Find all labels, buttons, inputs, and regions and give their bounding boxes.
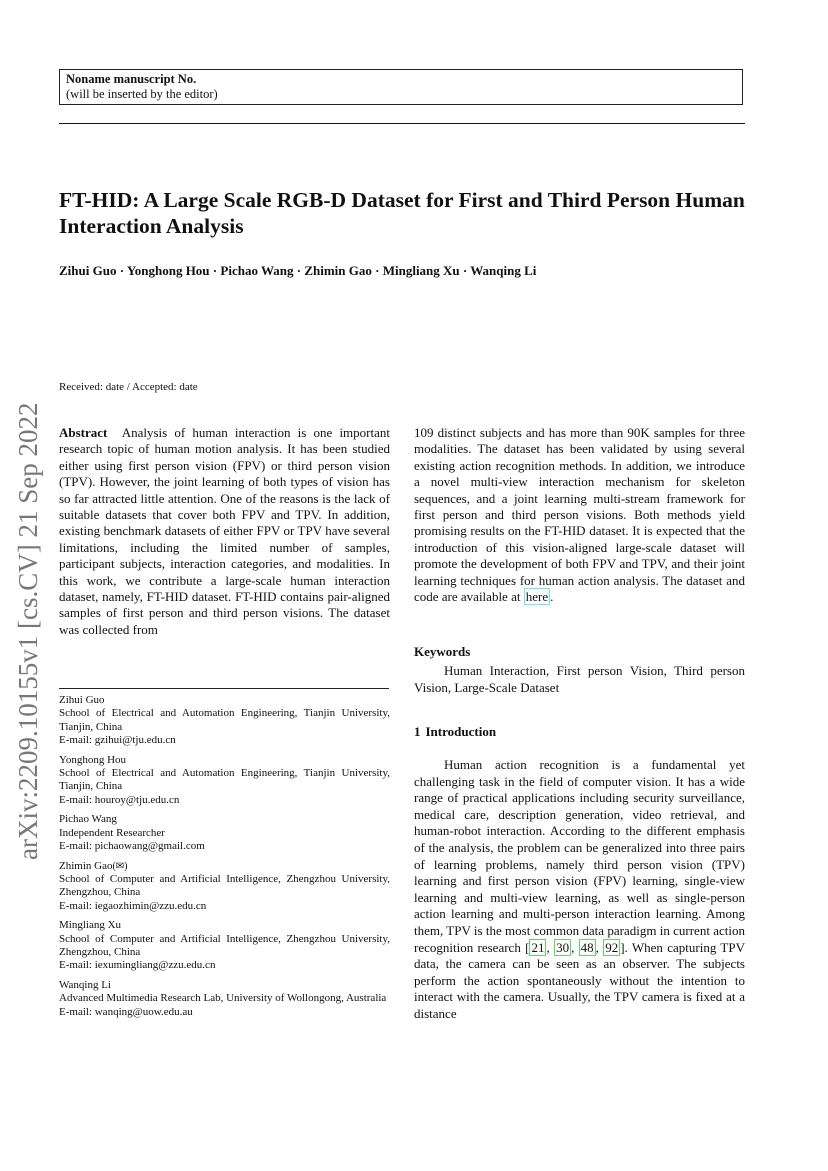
affiliation-entry — [59, 754, 390, 807]
affiliation-entry — [59, 919, 390, 972]
affiliation-entry — [59, 979, 390, 1019]
intro-text: Human action recognition is a fundamental yet challenging task in the field of computer vision. It has a wide range of practical applications including security surveillance, medical care, description generation, video retrieval, and human-robot interaction. According to the different emphasis of the analysis, the problem can be generalized into three pairs of learning problems, namely third person vision (TPV) learning and first person vision (FPV) learning, single-view learning and multi-view learning, as well as single-person action learning and multi-person interaction learning. Among them, TPV is the most common data paradigm in current action recognition research [ — [414, 757, 745, 955]
introduction-paragraph: Human action recognition is a fundamental yet challenging task in the field of computer vision. It has a wide range of practical applications including security surveillance, medical care, description generation, video retrieval, and human-robot interaction. According to the different emphasis of the analysis, the problem can be generalized into three pairs of learning problems, namely third person vision (TPV) learning and first person vision (FPV) learning, single-view learning and multi-view learning, as well as single-person action learning and multi-person interaction learning. Among them, TPV is the most common data paradigm in current action recognition research [ 21 , 30 , 48 , 92 ]. When capturing TPV data, the camera can be seen as an observer. The subjects perform the action spontaneously without the intention to interact with the camera. Usually, the TPV camera is fixed at a distance — [414, 757, 745, 1021]
editor-note-line: (will be inserted by the editor) — [66, 87, 218, 101]
author-name: Zhimin Gao — [304, 263, 372, 278]
affiliation-email: E-mail: iexumingliang@zzu.edu.cn — [59, 959, 216, 972]
affiliation-entry — [59, 694, 390, 747]
affiliation-address: Independent Researcher — [59, 826, 165, 839]
affiliation-name: Zhimin Gao — [59, 859, 113, 872]
affiliation-email: E-mail: pichaowang@gmail.com — [59, 839, 205, 852]
affiliation-email: E-mail: iegaozhimin@zzu.edu.cn — [59, 899, 207, 912]
dataset-link[interactable]: here — [525, 589, 549, 605]
citation-link[interactable]: 30 — [556, 939, 570, 955]
citation-link[interactable]: 92 — [605, 939, 619, 955]
affiliation-address: School of Computer and Artificial Intelligence, Zhengzhou University, Zhengzhou, China — [59, 932, 390, 959]
received-date: Received: date / Accepted: date — [59, 381, 198, 393]
footnote-rule — [59, 688, 389, 689]
affiliation-name: Pichao Wang — [59, 813, 117, 826]
author-name: Wanqing Li — [470, 263, 537, 278]
header-rule — [59, 123, 745, 124]
citation-link[interactable]: 48 — [580, 939, 594, 955]
affiliation-email: E-mail: wanqing@uow.edu.au — [59, 1005, 193, 1018]
abstract-right-column — [414, 425, 745, 605]
envelope-icon: (✉) — [112, 860, 128, 872]
affiliation-address: School of Electrical and Automation Engineering, Tianjin University, Tianjin, China — [59, 766, 390, 793]
affiliation-entry — [59, 813, 390, 853]
arxiv-identifier: arXiv:2209.10155v1 [cs.CV] 21 Sep 2022 — [13, 402, 43, 860]
affiliation-address: Advanced Multimedia Research Lab, University of Wollongong, Australia — [59, 992, 387, 1005]
keywords-text: Human Interaction, First person Vision, Third person Vision, Large-Scale Dataset — [414, 663, 745, 695]
affiliation-list — [59, 694, 390, 1026]
affiliation-entry — [59, 860, 390, 913]
affiliation-name: Wanqing Li — [59, 979, 111, 992]
affiliation-email: E-mail: gzihui@tju.edu.cn — [59, 733, 176, 746]
section-title: Introduction — [425, 724, 497, 739]
author-name: Mingliang Xu — [382, 263, 460, 278]
abstract-label: Abstract — [59, 425, 108, 440]
abstract-text-right: 109 distinct subjects and has more than 90K samples for three modalities. The dataset has been validated by using several existing action recognition methods. In addition, we introduce a novel multi-view interaction mechanism for skeleton sequences, and a joint learning multi-stream framework for first person and third person visions. Both methods yield promising results on the FT-HID dataset. It is expected that the introduction of this vision-aligned large-scale dataset will promote the development of both FPV and TPV, and their joint learning techniques for human action analysis. The dataset and code are available at — [414, 425, 745, 605]
abstract-left-column — [59, 425, 390, 638]
affiliation-address: School of Electrical and Automation Engineering, Tianjin University, Tianjin, China — [59, 707, 390, 733]
abstract-text-left: Analysis of human interaction is one important research topic of human motion analysis. It has been studied either using first person vision (FPV) or third person vision (TPV). However, the joint learning of both types of vision has so far attracted little attention. One of the reasons is the lack of suitable datasets that cover both FPV and TPV. In addition, existing benchmark datasets of either FPV or TPV have several limitations, including the limited number of samples, participant subjects, interaction categories, and modalities. In this work, we contribute a large-scale human interaction dataset, namely, FT-HID dataset. FT-HID contains pair-aligned samples of first person and third person visions. The dataset was collected from — [59, 425, 390, 637]
paper-title: FT-HID: A Large Scale RGB-D Dataset for First and Third Person Human Interaction Analysis — [59, 188, 745, 238]
affiliation-address: School of Computer and Artificial Intelligence, Zhengzhou University, Zhengzhou, China — [59, 873, 390, 899]
citation-link[interactable]: 21 — [531, 939, 545, 955]
author-list: Zihui Guo · Yonghong Hou · Pichao Wang · Zhimin Gao · Mingliang Xu · Wanqing Li — [59, 263, 537, 278]
affiliation-email: E-mail: houroy@tju.edu.cn — [59, 793, 180, 806]
author-name: Pichao Wang — [220, 263, 294, 278]
section-number: 1 — [414, 724, 421, 739]
author-name: Zihui Guo — [59, 263, 117, 278]
section-heading-introduction — [414, 724, 496, 740]
manuscript-number-line: Noname manuscript No. — [66, 72, 197, 86]
manuscript-note-box — [59, 69, 743, 105]
abstract-end-punct: . — [550, 589, 554, 605]
keywords-label: Keywords — [414, 644, 471, 659]
affiliation-name: Mingliang Xu — [59, 919, 122, 932]
affiliation-name: Zihui Guo — [59, 694, 105, 706]
affiliation-name: Yonghong Hou — [59, 753, 127, 766]
intro-text-continued: ]. When capturing TPV data, the camera can be seen as an observer. The subjects perform the action spontaneously without the intention to interact with the camera. Usually, the TPV camera is fixed at a distance — [414, 939, 745, 1021]
author-name: Yonghong Hou — [126, 263, 210, 278]
